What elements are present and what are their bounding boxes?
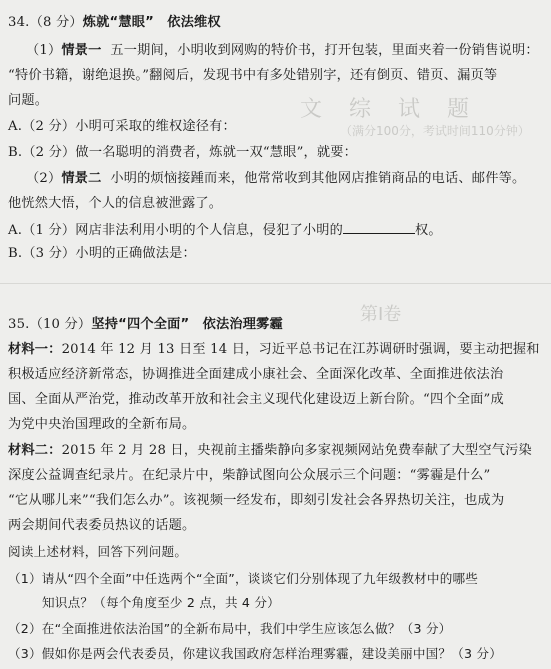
material1-text: 2014 年 12 月 13 日至 14 日，习近平总书记在江苏调研时强调，要主动把握和: [61, 342, 540, 357]
material1-label: 材料一：: [8, 342, 62, 357]
q35-subquestion3: （3）假如你是两会代表委员，你建议我国政府怎样治理雾霾，建设美丽中国？（3 分）: [8, 646, 502, 661]
q35-score: （10 分）: [29, 317, 92, 332]
q35-material1-line1: [8, 341, 540, 359]
q34-s2-lead: （2）: [26, 171, 62, 186]
q35-material2-line1: [8, 442, 532, 460]
q35-subquestion2: （2）在“全面推进依法治国”的全新布局中，我们中学生应该怎么做？（3 分）: [8, 621, 452, 636]
q34-scenario2-line2: 他恍然大悟，个人的信息被泄露了。: [8, 196, 223, 211]
material2-text: 2015 年 2 月 28 日，央视前主播柴静向多家视频网站免费奉献了大型空气污染: [61, 443, 532, 458]
q35-subquestion1-line2: 知识点？（每个角度至少 2 点，共 4 分）: [42, 595, 280, 610]
q35-material2-line4: 两会期间代表委员热议的话题。: [8, 518, 196, 533]
q34-title: 炼就“慧眼”: [82, 15, 155, 30]
q34-s1-text: 五一期间，小明收到网购的特价书，打开包装，里面夹着一份销售说明：: [110, 43, 539, 58]
q34-question-b: B.（2 分）做一名聪明的消费者，炼就一双“慧眼”，就要：: [8, 145, 358, 160]
material2-label: 材料二：: [8, 443, 62, 458]
q35-subquestion1-line1: （1）请从“四个全面”中任选两个“全面”，谈谈它们分别体现了九年级教材中的哪些: [8, 571, 479, 586]
q34-scenario1-line2: “特价书籍，谢绝退换。”翻阅后，发现书中有多处错别字，还有倒页、错页、漏页等: [8, 68, 498, 83]
answer-blank[interactable]: [343, 221, 415, 234]
q34-a2-text: A.（1 分）网店非法利用小明的个人信息，侵犯了小明的: [8, 223, 344, 238]
bleed-through-title: 文 综 试 题: [300, 97, 479, 122]
q34-question-b2: B.（3 分）小明的正确做法是：: [8, 246, 196, 261]
bleed-through-section: 第Ⅰ卷: [360, 304, 402, 325]
q34-s2-text: 小明的烦恼接踵而来，他常常收到其他网店推销商品的电话、邮件等。: [110, 171, 526, 186]
q35-prompt: 阅读上述材料，回答下列问题。: [8, 544, 188, 559]
q34-header: [8, 14, 221, 32]
q34-a2-suffix: 权。: [415, 223, 442, 238]
q35-header: [8, 316, 283, 334]
q35-title: 坚持“四个全面”: [91, 317, 190, 332]
q34-question-a2: [8, 221, 442, 240]
q35-subtitle: 依法治理雾霾: [202, 317, 283, 332]
q35-material1-line4: 为党中央治国理政的全新布局。: [8, 417, 196, 432]
q34-s1-label: 情景一: [61, 43, 102, 58]
q34-number: 34.: [8, 15, 30, 30]
q35-number: 35.: [8, 317, 30, 332]
q35-material1-line3: 国、全面从严治党，推动改革开放和社会主义现代化建设迈上新台阶。“四个全面”成: [8, 392, 504, 407]
q34-subtitle: 依法维权: [167, 15, 221, 30]
q35-material1-line2: 积极适应经济新常态，协调推进全面建成小康社会、全面深化改革、全面推进依法治: [8, 367, 504, 382]
q35-material2-line2: 深度公益调查纪录片。在纪录片中，柴静试图向公众展示三个问题：“雾霾是什么”: [8, 468, 491, 483]
q34-question-a: A.（2 分）小明可采取的维权途径有：: [8, 119, 236, 134]
q34-s1-lead: （1）: [26, 43, 62, 58]
q34-scenario1-line1: [26, 42, 539, 60]
q34-scenario1-line3: 问题。: [8, 93, 49, 108]
section-divider: [0, 283, 551, 284]
q35-material2-line3: “它从哪儿来”“我们怎么办”。该视频一经发布，即刻引发社会各界热切关注，也成为: [8, 493, 505, 508]
q34-score: （8 分）: [29, 15, 83, 30]
q34-s2-label: 情景二: [61, 171, 102, 186]
q34-scenario2-line1: [26, 170, 525, 188]
bleed-through-subtitle: （满分100分，考试时间110分钟）: [340, 124, 530, 138]
